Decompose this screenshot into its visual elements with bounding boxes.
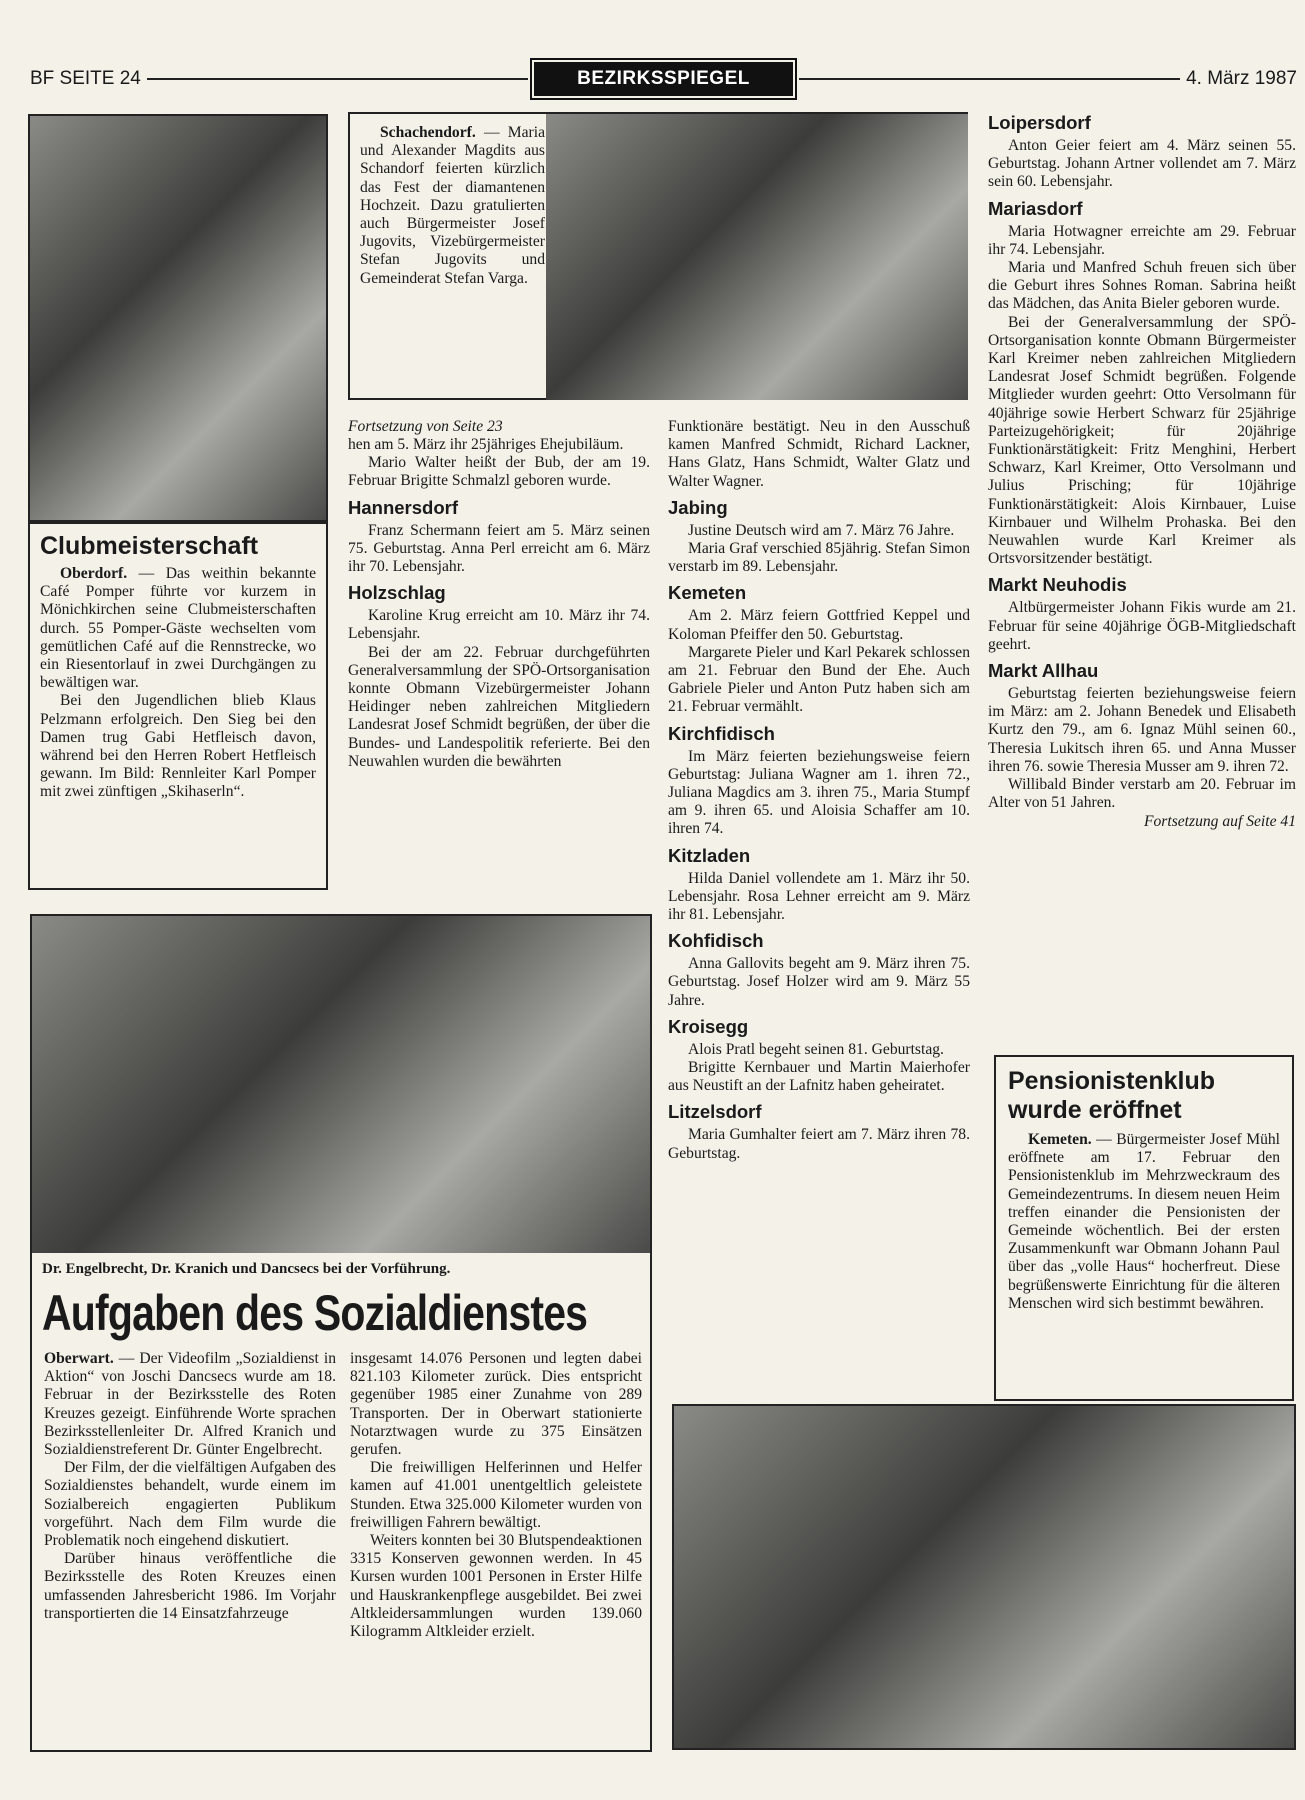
paragraph: Der Film, der die vielfältigen Aufgaben des Sozialdienstes behandelt, wurde einem im Sozialbereich engagierten Publikum vorgeführt. Nach dem Film wurde die Problematik noch eingehend diskutiert. xyxy=(44,1459,336,1550)
section-heading: Markt Neuhodis xyxy=(988,574,1127,596)
continued-to: Fortsetzung auf Seite 41 xyxy=(1143,812,1296,830)
section-heading: Kemeten xyxy=(668,582,747,604)
pension-text: — Bürgermeister Josef Mühl eröffnete am 17. Februar den Pensionistenklub im Mehrzweckraum des Gemeindezentrums. In diesem neuen Heim treffen einander die Pensionisten der Gemeinde wöchentlich. Bei der ersten Zusammenkunft war Obmann Johann Paul über das „volle Haus“ hocherfreut. Diese begrüßenswerte Einrichtung für die älteren Menschen wird sich bestimmt bewähren. xyxy=(1008,1131,1280,1312)
paragraph: Maria Graf verschied 85jährig. Stefan Simon verstarb im 89. Lebensjahr. xyxy=(668,540,970,576)
club-article xyxy=(28,522,328,890)
paragraph: Justine Deutsch wird am 7. März 76 Jahre. xyxy=(688,521,955,539)
section-heading: Kitzladen xyxy=(668,844,751,866)
paragraph: Brigitte Kernbauer und Martin Maierhofer aus Neustift an der Lafnitz haben geheiratet. xyxy=(668,1059,970,1095)
paragraph: Franz Schermann feiert am 5. März seinen 75. Geburtstag. Anna Perl erreicht am 6. März ihr 70. Lebensjahr. xyxy=(348,521,650,576)
paragraph: Willibald Binder verstarb am 20. Februar im Alter von 51 Jahren. xyxy=(988,776,1296,812)
paragraph: Anna Gallovits begeht am 9. März ihren 75. Geburtstag. Josef Holzer wird am 9. März 55 Jahre. xyxy=(668,955,970,1009)
paragraph: Anton Geier feiert am 4. März seinen 55. Geburtstag. Johann Artner vollendet am 7. März sein 60. Lebensjahr. xyxy=(988,137,1296,191)
pension-article: Pensionistenklub wurde eröffnet Kemeten. — Bürgermeister Josef Mühl eröffnete am 17. Februar den Pensionistenklub im Mehrzweckraum des Gemeindezentrums. In diesem neuen Heim treffen einander die Pensionisten der Gemeinde wöchentlich. Bei der ersten Zusammenkunft war Obmann Johann Paul über das „volle Haus“ hocherfreut. Diese begrüßenswerte Einrichtung für die älteren Menschen wird sich bestimmt bewähren. xyxy=(994,1055,1294,1401)
section-heading: Markt Allhau xyxy=(988,660,1099,682)
paragraph: Hilda Daniel vollendete am 1. März ihr 50. Lebensjahr. Rosa Lehner erreicht am 9. März ihr 81. Lebensjahr. xyxy=(668,869,970,924)
sozial-col-left: Oberwart. — Der Videofilm „Sozialdienst in Aktion“ von Joschi Dancsecs wurde am 18. Februar in der Bezirksstelle des Roten Kreuzes gezeigt. Einführende Worte sprachen Bezirksstellenleiter Dr. Alfred Kranich und Sozialdienstreferent Dr. Günter Engelbrecht. Der Film, der die vielfältigen Aufgaben des Sozialdienstes behandelt, wurde einem im Sozialbereich engagierten Publikum vorgeführt. Nach dem Film wurde die Problematik noch eingehend diskutiert. Darüber hinaus veröffentliche die Bezirksstelle des Roten Kreuzes einen umfassenden Jahresbericht 1986. Im Vorjahr transportierten die 14 Einsatzfahrzeuge xyxy=(44,1350,336,1622)
paragraph: Alois Pratl begeht seinen 81. Geburtstag. xyxy=(688,1040,944,1058)
ski-photo xyxy=(28,114,328,522)
section-heading: Kroisegg xyxy=(668,1015,749,1037)
section-heading: Holzschlag xyxy=(348,582,446,604)
photo-caption: Dr. Engelbrecht, Dr. Kranich und Dancsecs bei der Vorführung. xyxy=(42,1261,451,1277)
page-header xyxy=(30,64,1297,94)
paragraph: Margarete Pieler und Karl Pekarek schlossen am 21. Februar den Bund der Ehe. Auch Gabriele Pieler und Anton Putz haben sich am 21. Februar vermählt. xyxy=(668,643,970,716)
column-4 xyxy=(988,106,1296,831)
paragraph: Mario Walter heißt der Bub, der am 19. Februar Brigitte Schmalzl geboren wurde. xyxy=(348,454,650,490)
section-heading: Hannersdorf xyxy=(348,496,458,518)
club-title: Clubmeisterschaft xyxy=(40,532,259,560)
page-number: BF SEITE 24 xyxy=(30,68,141,89)
continued-from: Fortsetzung von Seite 23 xyxy=(348,418,503,435)
couple-photo xyxy=(546,114,968,400)
paragraph: Bei der Generalversammlung der SPÖ-Ortsorganisation konnte Obmann Bürgermeister Karl Kreimer neben zahlreichen Mitgliedern Landesrat Josef Schmidt begrüßen. Folgende Mitglieder wurden geehrt: Otto Versolmann für 40jährige sowie Herbert Schwarz für 25jährige Parteizugehörigkeit; für 20jährige Funktionärstätigkeit: Fritz Menghini, Herbert Schwarz, Karl Kreimer, Otto Versolmann und Julius Prisching; für 10jährige Funktionärstätigkeit: Alois Kirnbauer, Luise Kirnbauer und Wilhelm Prohaska. Bei den Neuwahlen wurde Karl Kreimer als Ortsvorsitzender bestätigt. xyxy=(988,313,1296,568)
paragraph: Maria Hotwagner erreichte am 29. Februar ihr 74. Lebensjahr. xyxy=(988,222,1296,258)
paragraph: Funktionäre bestätigt. Neu in den Ausschuß kamen Manfred Schmidt, Richard Lackner, Hans Glatz, Hans Schmidt, Walter Glatz und Walter Wagner. xyxy=(668,418,970,490)
paragraph: Im März feierten beziehungsweise feiern Geburtstag: Juliana Wagner am 1. ihren 72., Juliana Magdics am 3. ihren 75., Maria Stumpf am 9. ihren 65. und Aloisia Schaffer am 10. ihren 74. xyxy=(668,747,970,838)
section-masthead: BEZIRKSSPIEGEL xyxy=(534,62,793,96)
paragraph: Die freiwilligen Helferinnen und Helfer kamen auf 41.001 unentgeltlich geleistete Stunden. Etwa 325.000 Kilometer wurden von freiwilligen Fahrern bewältigt. xyxy=(350,1459,642,1531)
paragraph: hen am 5. März ihr 25jähriges Ehejubiläum. xyxy=(348,436,624,453)
section-heading: Kirchfidisch xyxy=(668,722,775,744)
paragraph: Weiters konnten bei 30 Blutspendeaktionen 3315 Konserven gewonnen werden. In 45 Kursen wurden 1001 Personen in Erster Hilfe und Hauskrankenpflege ausgebildet. Bei zwei Altkleidersammlungen wurden 139.060 Kilogramm Altkleider erzielt. xyxy=(350,1532,642,1641)
issue-date: 4. März 1987 xyxy=(1186,68,1297,89)
section-heading: Jabing xyxy=(668,496,728,518)
pension-title: Pensionistenklub wurde eröffnet xyxy=(1008,1067,1215,1124)
section-heading: Loipersdorf xyxy=(988,112,1091,133)
section-heading: Mariasdorf xyxy=(988,197,1083,219)
headline: Aufgaben des Sozialdienstes xyxy=(42,1285,588,1341)
sozial-col-right xyxy=(350,1350,642,1641)
club-place: Oberdorf. xyxy=(60,565,128,582)
paragraph: Geburtstag feierten beziehungsweise feiern im März: am 2. Johann Benedek und Elisabeth Kurtz den 79., am 6. Ignaz Mühl seinen 60., Theresia Lukitsch ihren 65. und Anna Musser ihren 76. sowie Theresia Musser am 9. ihren 72. xyxy=(988,685,1296,775)
club-text: — Das weithin bekannte Café Pomper führte vor kurzem in Mönichkirchen seine Clubmeisterschaften durch. 55 Pomper-Gäste wechselten vom gemütlichen Café auf die Rennstrecke, wo ein Riesentorlauf in zwei Durchgängen zu bewältigen war. xyxy=(40,565,316,692)
section-heading: Litzelsdorf xyxy=(668,1101,762,1123)
column-2 xyxy=(348,418,650,771)
paragraph: Maria Gumhalter feiert am 7. März ihren 78. Geburtstag. xyxy=(668,1126,970,1162)
paragraph: Darüber hinaus veröffentliche die Bezirksstelle des Roten Kreuzes einen umfassenden Jahresbericht 1986. Im Vorjahr transportierten die 14 Einsatzfahrzeuge xyxy=(44,1550,336,1622)
pension-photo xyxy=(672,1404,1296,1750)
paragraph: Am 2. März feiern Gottfried Keppel und Koloman Pfeiffer den 50. Geburtstag. xyxy=(668,607,970,643)
column-3 xyxy=(668,418,970,1163)
rule xyxy=(799,78,1180,80)
paragraph: Maria und Manfred Schuh freuen sich über die Geburt ihres Sohnes Roman. Sabrina heißt das Mädchen, das Anita Bieler geboren wurde. xyxy=(988,259,1296,313)
paragraph: Bei der am 22. Februar durchgeführten Generalversammlung der SPÖ-Ortsorganisation konnte Obmann Vizebürgermeister Johann Heidinger neben zahlreichen Mitgliedern Landesrat Josef Schmidt begrüßen, der über die Bundes- und Landespolitik referierte. Bei den Neuwahlen wurden die bewährten xyxy=(348,643,650,770)
sozial-article xyxy=(30,914,652,1752)
paragraph: Karoline Krug erreicht am 10. März ihr 74. Lebensjahr. xyxy=(348,607,650,643)
officials-photo xyxy=(32,916,650,1253)
rule xyxy=(147,78,528,80)
club-text: Bei den Jugendlichen blieb Klaus Pelzmann erfolgreich. Den Sieg bei den Damen trug Gabi Hetfleisch davon, während bei den Herren Robert Hetfleisch gewann. Im Bild: Rennleiter Karl Pomper mit zwei zünftigen „Skihaserln“. xyxy=(40,692,316,801)
paragraph: insgesamt 14.076 Personen und legten dabei 821.103 Kilometer zurück. Dies entspricht gegenüber 1985 einer Zunahme von 289 Transporten. Der in Oberwart stationierte Notarztwagen wurde zu 375 Einsätzen gerufen. xyxy=(350,1350,642,1459)
paragraph: Altbürgermeister Johann Fikis wurde am 21. Februar für seine 40jährige ÖGB-Mitgliedschaft geehrt. xyxy=(988,599,1296,653)
section-heading: Kohfidisch xyxy=(668,930,764,952)
schachendorf-text: Schachendorf. — Maria und Alexander Magdits aus Schandorf feierten kürzlich das Fest der diamantenen Hochzeit. Dazu gratulierten auch Bürgermeister Josef Jugovits, Vizebürgermeister Stefan Jugovits und Gemeinderat Stefan Varga. xyxy=(360,124,545,287)
schachendorf-article xyxy=(348,112,968,400)
